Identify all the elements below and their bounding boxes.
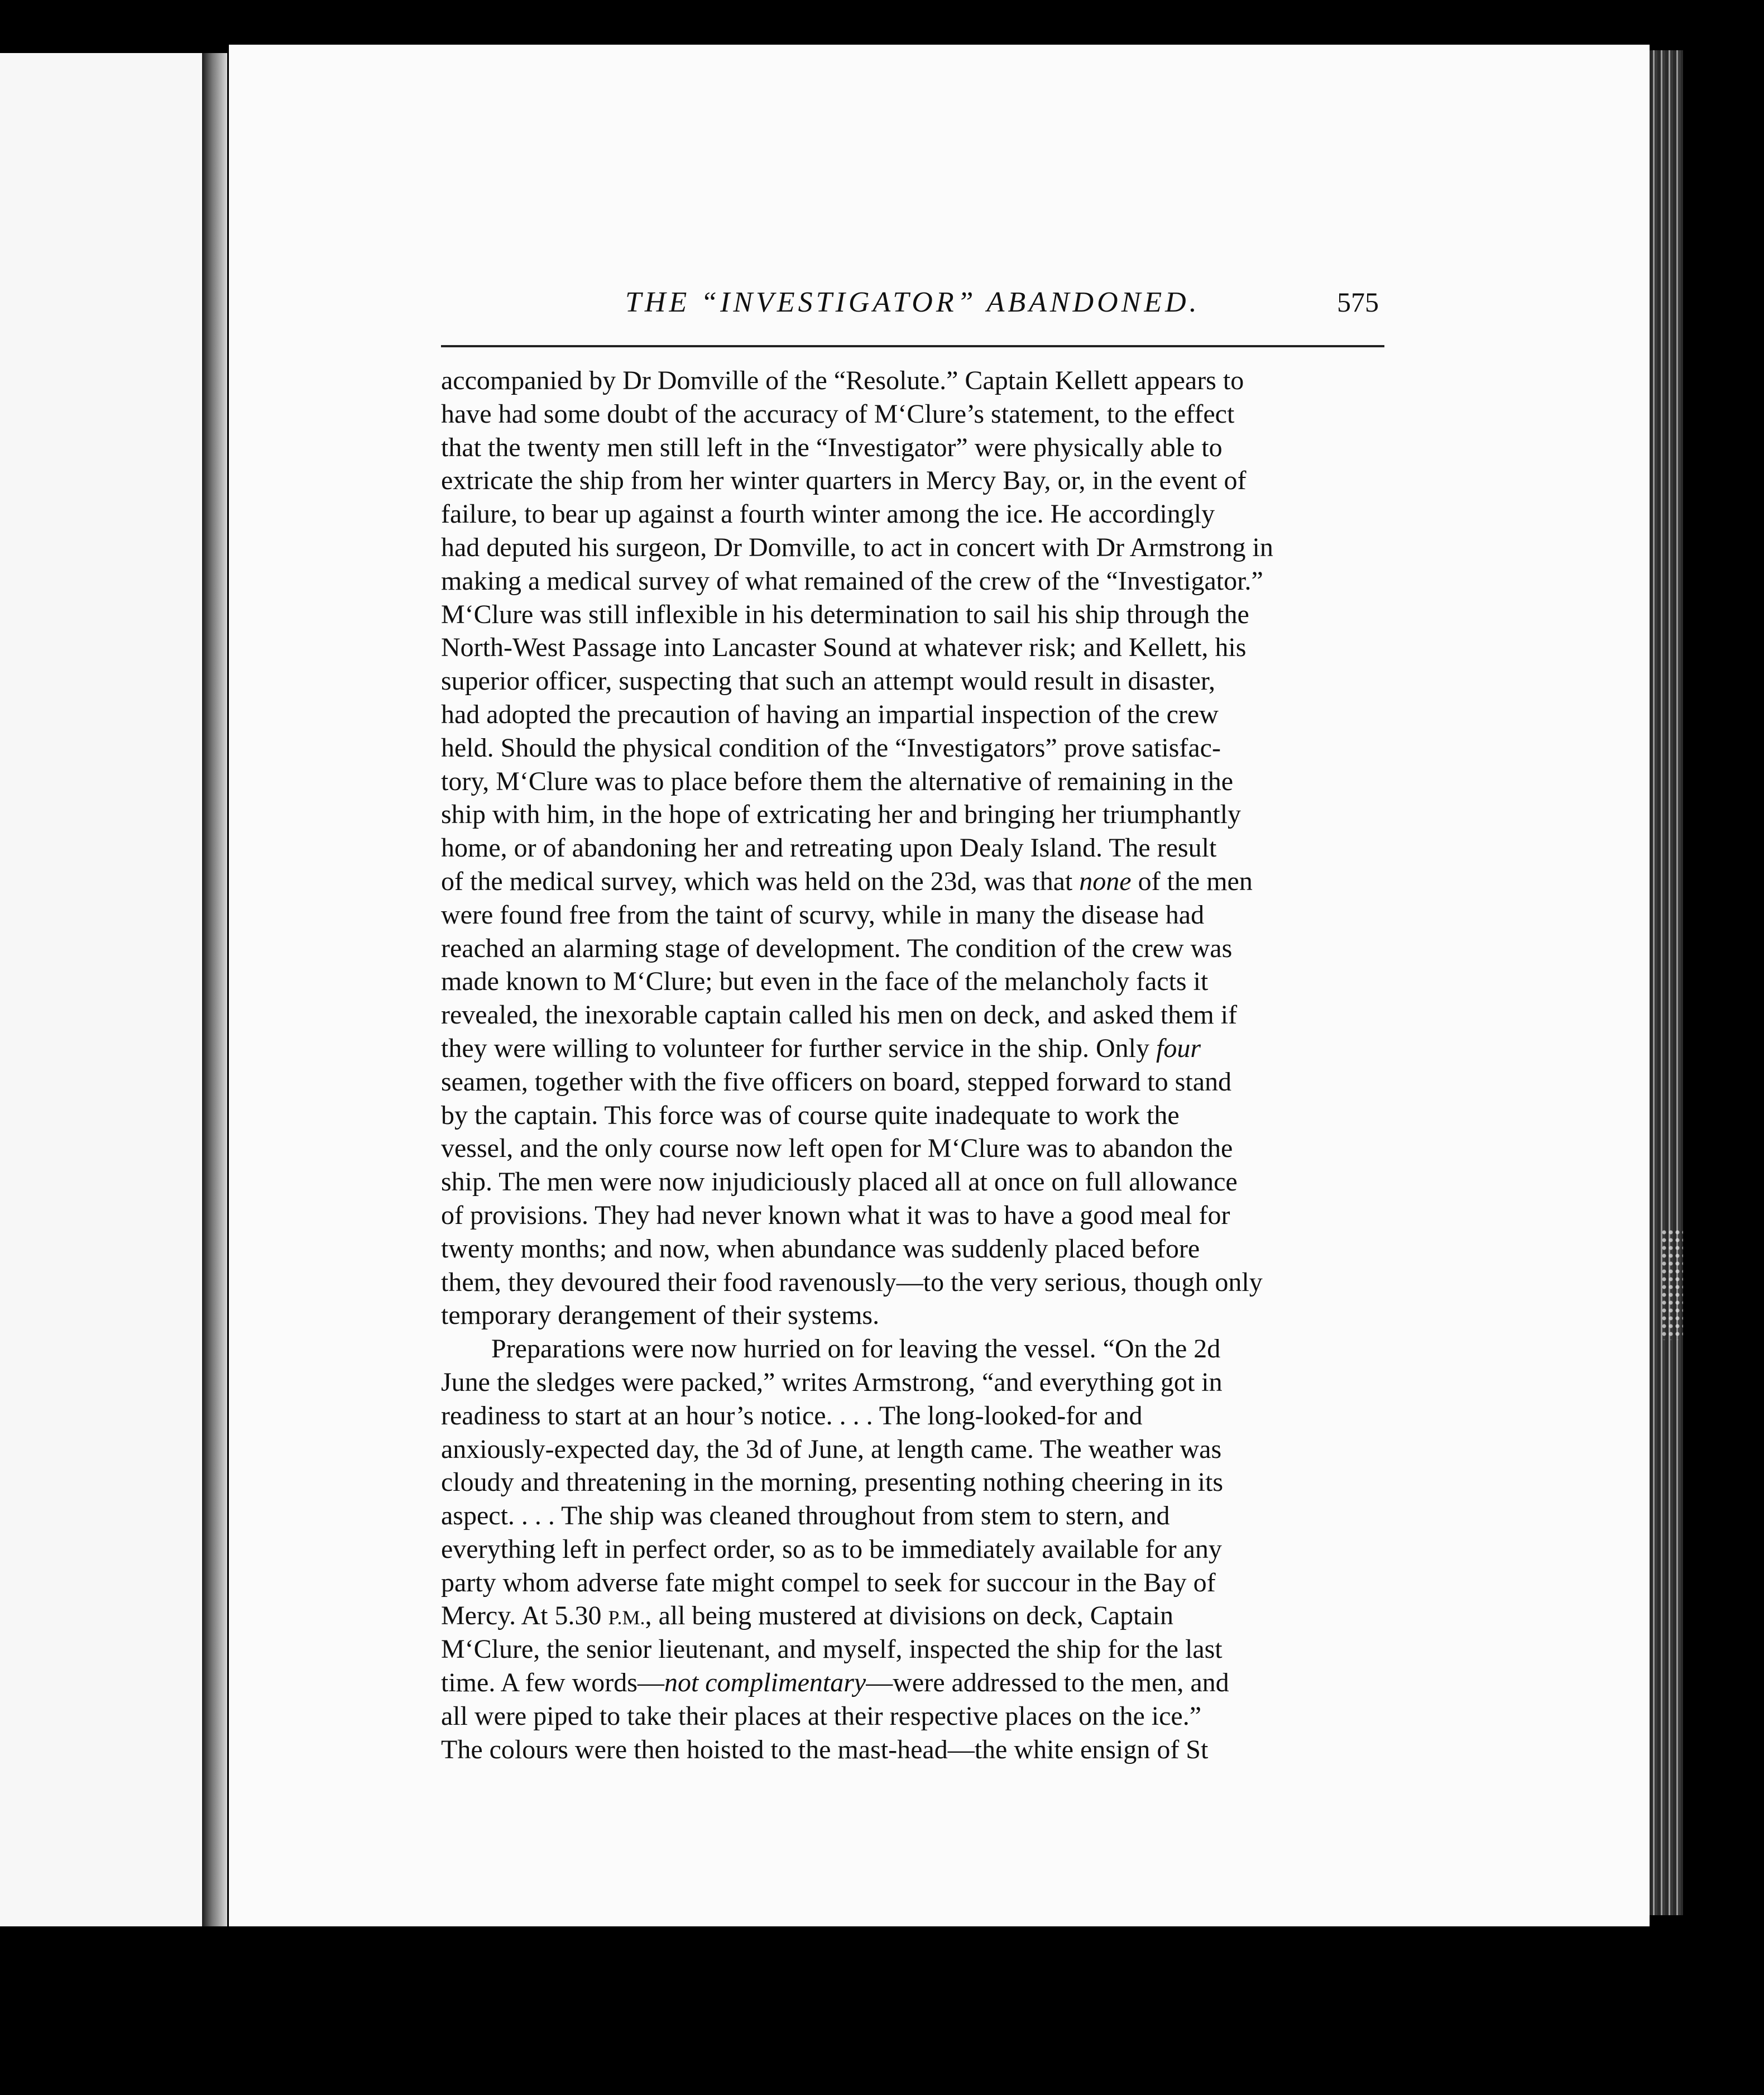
text-line: failure, to bear up against a fourth winter among the ice. He accordingly xyxy=(441,499,1215,529)
text-line: twenty months; and now, when abundance was suddenly placed before xyxy=(441,1233,1200,1264)
body-text xyxy=(441,364,1384,1766)
text-run: time. A few words— xyxy=(441,1668,664,1698)
text-line: temporary derangement of their systems. xyxy=(441,1300,880,1331)
text-line xyxy=(441,1666,1384,1700)
text-run: of the medical survey, which was held on the 23d, was that xyxy=(441,866,1080,896)
text-line: The colours were then hoisted to the mast-head—the white ensign of St xyxy=(441,1734,1209,1764)
text-line: of provisions. They had never known what it was to have a good meal for xyxy=(441,1200,1230,1230)
text-line: revealed, the inexorable captain called his men on deck, and asked them if xyxy=(441,1000,1238,1030)
text-line: accompanied by Dr Domville of the “Resolute.” Captain Kellett appears to xyxy=(441,366,1244,395)
text-run: of the men xyxy=(1131,866,1253,896)
text-line: M‘Clure, the senior lieutenant, and myself, inspected the ship for the last xyxy=(441,1634,1223,1664)
facing-page xyxy=(0,53,202,1926)
text-line: were found free from the taint of scurvy, while in many the disease had xyxy=(441,900,1205,930)
header-rule xyxy=(441,345,1384,347)
page-number: 575 xyxy=(1337,286,1379,318)
text-run: Preparations were now hurried on for leaving the vessel. “On the 2d xyxy=(491,1334,1221,1364)
text-line: readiness to start at an hour’s notice. . . . The long-looked-for and xyxy=(441,1400,1143,1431)
text-line: anxiously-expected day, the 3d of June, at length came. The weather was xyxy=(441,1434,1222,1464)
text-line: seamen, together with the five officers on board, stepped forward to stand xyxy=(441,1066,1231,1097)
text-line: superior officer, suspecting that such an attempt would result in disaster, xyxy=(441,666,1215,696)
text-line: reached an alarming stage of development. The condition of the crew was xyxy=(441,933,1233,963)
running-header xyxy=(625,286,1379,331)
text-line: cloudy and threatening in the morning, presenting nothing cheering in its xyxy=(441,1467,1224,1498)
text-line: everything left in perfect order, so as to be immediately available for any xyxy=(441,1534,1222,1564)
text-line: had deputed his surgeon, Dr Domville, to act in concert with Dr Armstrong in xyxy=(441,532,1273,562)
book-gutter xyxy=(202,53,227,1926)
text-line: that the twenty men still left in the “Investigator” were physically able to xyxy=(441,432,1223,462)
text-line: making a medical survey of what remained of the crew of the “Investigator.” xyxy=(441,566,1263,596)
text-line: extricate the ship from her winter quarters in Mercy Bay, or, in the event of xyxy=(441,466,1247,496)
text-line: held. Should the physical condition of the “Investigators” prove satisfac- xyxy=(441,733,1221,763)
text-line: North-West Passage into Lancaster Sound at whatever risk; and Kellett, his xyxy=(441,633,1247,663)
text-line: by the captain. This force was of course quite inadequate to work the xyxy=(441,1100,1180,1130)
text-line xyxy=(441,1032,1384,1065)
text-line: made known to M‘Clure; but even in the face of the melancholy facts it xyxy=(441,967,1209,997)
text-line: all were piped to take their places at their respective places on the ice.” xyxy=(441,1701,1202,1731)
text-line: ship with him, in the hope of extricating her and bringing her triumphantly xyxy=(441,800,1241,830)
text-line: aspect. . . . The ship was cleaned throughout from stem to stern, and xyxy=(441,1501,1170,1531)
text-run: , all being mustered at divisions on deck, Captain xyxy=(645,1601,1174,1631)
text-line: home, or of abandoning her and retreating upon Dealy Island. The result xyxy=(441,833,1217,863)
text-line: ship. The men were now injudiciously placed all at once on full allowance xyxy=(441,1167,1238,1197)
paper-damage xyxy=(1661,1228,1683,1340)
text-line: tory, M‘Clure was to place before them the alternative of remaining in the xyxy=(441,766,1234,796)
text-line: June the sledges were packed,” writes Armstrong, “and everything got in xyxy=(441,1367,1223,1397)
text-line xyxy=(441,865,1384,898)
text-line: M‘Clure was still inflexible in his determination to sail his ship through the xyxy=(441,599,1249,629)
text-run: —were addressed to the men, and xyxy=(866,1668,1229,1698)
text-run: Mercy. At 5.30 xyxy=(441,1601,608,1631)
italic-text: not complimentary xyxy=(664,1668,866,1698)
text-line xyxy=(441,1599,1384,1633)
text-run: they were willing to volunteer for further service in the ship. Only xyxy=(441,1033,1156,1063)
page-edges xyxy=(1650,50,1683,1915)
text-line: party whom adverse fate might compel to seek for succour in the Bay of xyxy=(441,1567,1216,1597)
italic-text: four xyxy=(1156,1033,1201,1063)
running-title: THE “INVESTIGATOR” ABANDONED. xyxy=(625,286,1200,318)
text-line: them, they devoured their food ravenously—to the very serious, though only xyxy=(441,1267,1263,1297)
text-line: had adopted the precaution of having an impartial inspection of the crew xyxy=(441,699,1219,729)
italic-text: none xyxy=(1079,866,1132,896)
text-line xyxy=(441,1332,1384,1366)
small-caps-text: P.M. xyxy=(608,1606,645,1629)
text-line: vessel, and the only course now left open for M‘Clure was to abandon the xyxy=(441,1133,1233,1164)
text-line: have had some doubt of the accuracy of M‘Clure’s statement, to the effect xyxy=(441,399,1235,429)
